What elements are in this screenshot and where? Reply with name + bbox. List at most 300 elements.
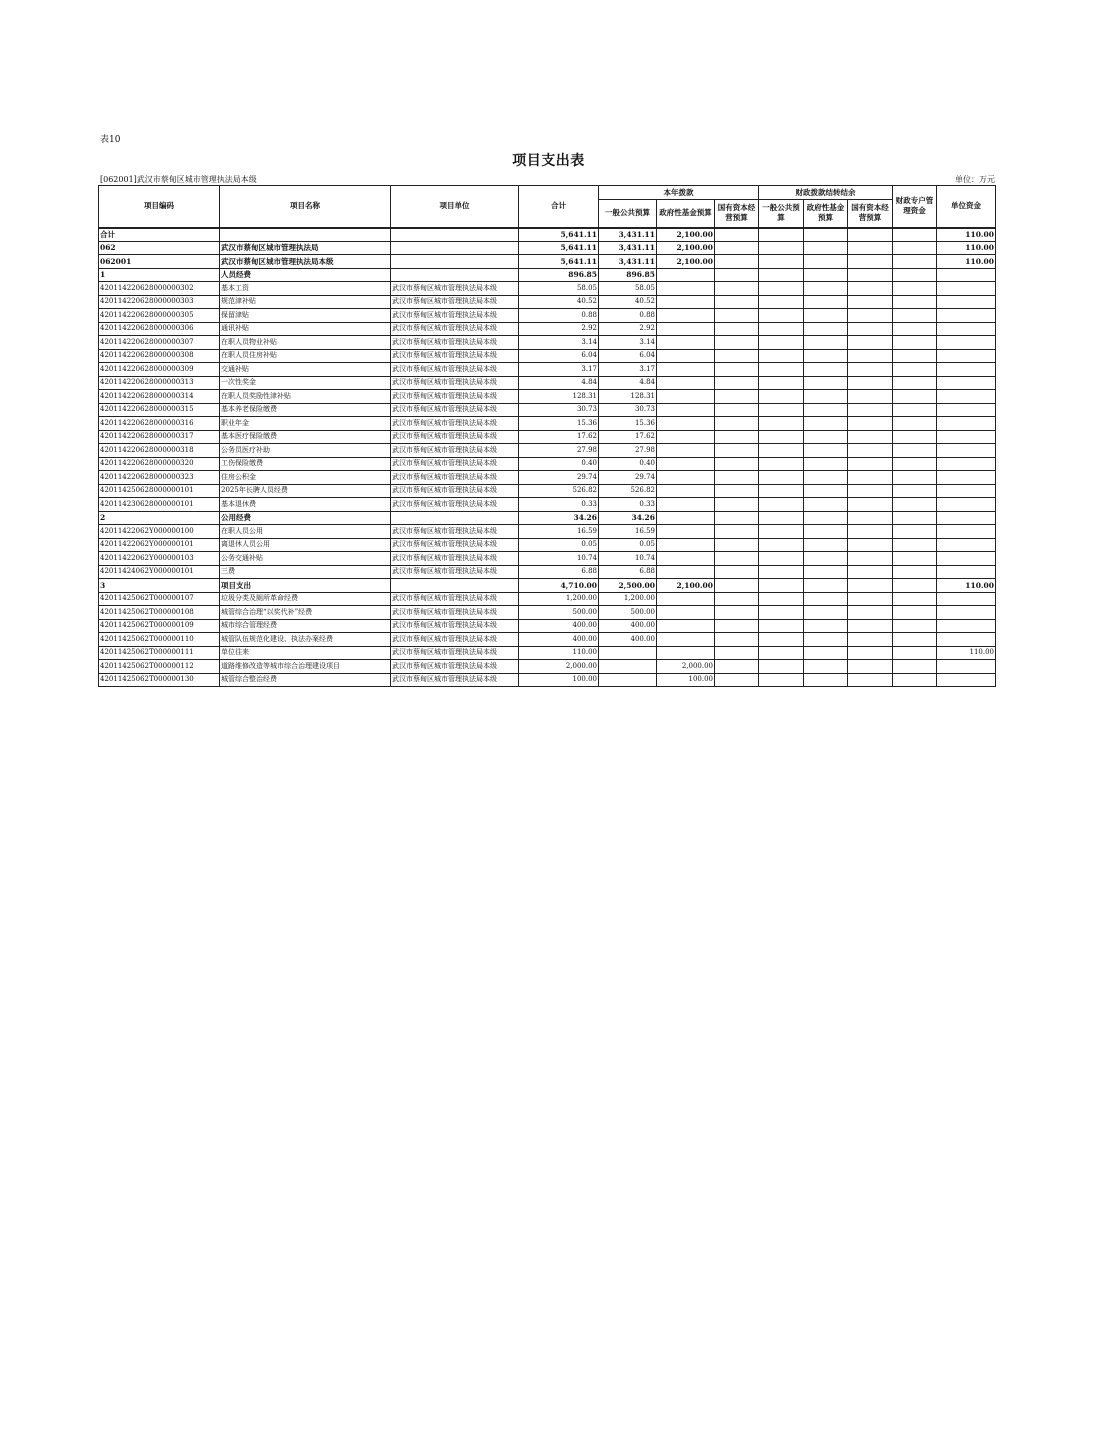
cell-name: 一次性奖金 xyxy=(220,376,391,390)
header-group-carry: 财政拨款结转结余 xyxy=(759,186,893,200)
cell-state-capital xyxy=(715,282,759,296)
cell-cg xyxy=(759,619,804,633)
cell-state-capital xyxy=(715,673,759,687)
cell-special xyxy=(893,336,937,350)
cell-special xyxy=(893,471,937,485)
cell-gov-fund: 100.00 xyxy=(657,673,715,687)
cell-gov-fund xyxy=(657,633,715,647)
cell-cf xyxy=(804,295,848,309)
cell-cs xyxy=(848,241,893,255)
table-row xyxy=(99,646,996,660)
cell-special xyxy=(893,606,937,620)
cell-state-capital xyxy=(715,403,759,417)
cell-general: 400.00 xyxy=(599,633,657,647)
cell-general: 3,431.11 xyxy=(599,255,657,269)
cell-total: 29.74 xyxy=(519,471,599,485)
cell-name: 2025年长聘人员经费 xyxy=(220,484,391,498)
cell-cf xyxy=(804,633,848,647)
cell-code: 420114220628000000320 xyxy=(99,457,220,471)
cell-total: 526.82 xyxy=(519,484,599,498)
cell-total: 400.00 xyxy=(519,633,599,647)
cell-own xyxy=(937,673,996,687)
table-row xyxy=(99,633,996,647)
cell-cf xyxy=(804,241,848,255)
cell-cf xyxy=(804,309,848,323)
cell-gov-fund xyxy=(657,376,715,390)
cell-code: 420114230628000000101 xyxy=(99,498,220,512)
cell-own xyxy=(937,403,996,417)
cell-name: 在职人员奖励性津补贴 xyxy=(220,390,391,404)
cell-name: 武汉市蔡甸区城市管理执法局本级 xyxy=(220,255,391,269)
cell-total: 0.33 xyxy=(519,498,599,512)
cell-name: 住房公积金 xyxy=(220,471,391,485)
cell-cf xyxy=(804,673,848,687)
table-row xyxy=(99,484,996,498)
cell-cg xyxy=(759,390,804,404)
cell-unit: 武汉市蔡甸区城市管理执法局本级 xyxy=(391,525,519,539)
table-row xyxy=(99,282,996,296)
cell-name: 职业年金 xyxy=(220,417,391,431)
cell-code: 420114220628000000315 xyxy=(99,403,220,417)
cell-code: 420114220628000000314 xyxy=(99,390,220,404)
table-row xyxy=(99,552,996,566)
cell-code: 420114220628000000306 xyxy=(99,322,220,336)
cell-special xyxy=(893,511,937,525)
header-special: 财政专户管理资金 xyxy=(893,186,937,228)
cell-gov-fund xyxy=(657,592,715,606)
cell-special xyxy=(893,660,937,674)
cell-gov-fund: 2,100.00 xyxy=(657,255,715,269)
cell-general: 40.52 xyxy=(599,295,657,309)
cell-total: 30.73 xyxy=(519,403,599,417)
cell-total: 15.36 xyxy=(519,417,599,431)
cell-state-capital xyxy=(715,363,759,377)
table-row xyxy=(99,525,996,539)
cell-cg xyxy=(759,592,804,606)
cell-cf xyxy=(804,403,848,417)
cell-unit: 武汉市蔡甸区城市管理执法局本级 xyxy=(391,538,519,552)
cell-unit: 武汉市蔡甸区城市管理执法局本级 xyxy=(391,633,519,647)
table-row xyxy=(99,498,996,512)
cell-cg xyxy=(759,673,804,687)
cell-cg xyxy=(759,430,804,444)
cell-gov-fund xyxy=(657,363,715,377)
cell-cg xyxy=(759,417,804,431)
table-row xyxy=(99,295,996,309)
cell-gov-fund xyxy=(657,309,715,323)
cell-name: 离退休人员公用 xyxy=(220,538,391,552)
cell-cg xyxy=(759,309,804,323)
cell-unit: 武汉市蔡甸区城市管理执法局本级 xyxy=(391,592,519,606)
cell-cg xyxy=(759,268,804,282)
cell-state-capital xyxy=(715,511,759,525)
cell-cs xyxy=(848,457,893,471)
cell-code: 42011422062Y000000100 xyxy=(99,525,220,539)
cell-cs xyxy=(848,619,893,633)
table-row xyxy=(99,309,996,323)
cell-cg xyxy=(759,633,804,647)
cell-own xyxy=(937,484,996,498)
cell-unit: 武汉市蔡甸区城市管理执法局本级 xyxy=(391,376,519,390)
cell-unit: 武汉市蔡甸区城市管理执法局本级 xyxy=(391,646,519,660)
cell-state-capital xyxy=(715,295,759,309)
cell-cs xyxy=(848,444,893,458)
cell-cs xyxy=(848,633,893,647)
cell-state-capital xyxy=(715,390,759,404)
cell-cg xyxy=(759,565,804,579)
cell-state-capital xyxy=(715,376,759,390)
cell-name: 保留津贴 xyxy=(220,309,391,323)
cell-total: 17.62 xyxy=(519,430,599,444)
cell-unit xyxy=(391,268,519,282)
cell-unit: 武汉市蔡甸区城市管理执法局本级 xyxy=(391,457,519,471)
cell-code: 420114220628000000309 xyxy=(99,363,220,377)
cell-cg xyxy=(759,538,804,552)
cell-cs xyxy=(848,538,893,552)
cell-cg xyxy=(759,471,804,485)
cell-cs xyxy=(848,660,893,674)
cell-state-capital xyxy=(715,525,759,539)
table-row xyxy=(99,444,996,458)
header-total: 合计 xyxy=(519,186,599,228)
cell-name: 公务交通补贴 xyxy=(220,552,391,566)
cell-total: 10.74 xyxy=(519,552,599,566)
cell-general: 6.88 xyxy=(599,565,657,579)
cell-code: 420114220628000000323 xyxy=(99,471,220,485)
cell-code: 42011425062T000000111 xyxy=(99,646,220,660)
table-row xyxy=(99,471,996,485)
cell-special xyxy=(893,565,937,579)
cell-cs xyxy=(848,511,893,525)
cell-own: 110.00 xyxy=(937,228,996,242)
cell-state-capital xyxy=(715,349,759,363)
table-row xyxy=(99,430,996,444)
table-row xyxy=(99,511,996,525)
cell-gov-fund xyxy=(657,552,715,566)
cell-cf xyxy=(804,282,848,296)
cell-name: 交通补贴 xyxy=(220,363,391,377)
cell-own xyxy=(937,430,996,444)
cell-name: 公务员医疗补助 xyxy=(220,444,391,458)
cell-cs xyxy=(848,403,893,417)
cell-total: 2.92 xyxy=(519,322,599,336)
cell-gov-fund xyxy=(657,498,715,512)
cell-cg xyxy=(759,498,804,512)
cell-cg xyxy=(759,646,804,660)
cell-unit: 武汉市蔡甸区城市管理执法局本级 xyxy=(391,552,519,566)
cell-special xyxy=(893,322,937,336)
table-row xyxy=(99,255,996,269)
cell-own: 110.00 xyxy=(937,579,996,593)
cell-gov-fund: 2,100.00 xyxy=(657,241,715,255)
cell-own xyxy=(937,363,996,377)
cell-general: 128.31 xyxy=(599,390,657,404)
cell-unit xyxy=(391,228,519,242)
cell-cs xyxy=(848,376,893,390)
cell-own xyxy=(937,309,996,323)
cell-cf xyxy=(804,579,848,593)
cell-code: 420114220628000000308 xyxy=(99,349,220,363)
cell-special xyxy=(893,228,937,242)
cell-unit: 武汉市蔡甸区城市管理执法局本级 xyxy=(391,565,519,579)
cell-cg xyxy=(759,457,804,471)
cell-total: 3.17 xyxy=(519,363,599,377)
cell-special xyxy=(893,282,937,296)
cell-own xyxy=(937,525,996,539)
table-row xyxy=(99,457,996,471)
cell-state-capital xyxy=(715,579,759,593)
header-carry-state-capital: 国有资本经营预算 xyxy=(848,200,893,228)
cell-cs xyxy=(848,363,893,377)
cell-code: 420114220628000000317 xyxy=(99,430,220,444)
cell-code: 42011425062T000000107 xyxy=(99,592,220,606)
cell-own xyxy=(937,565,996,579)
header-carry-gov-fund: 政府性基金预算 xyxy=(804,200,848,228)
cell-cf xyxy=(804,255,848,269)
cell-general: 3.17 xyxy=(599,363,657,377)
cell-unit: 武汉市蔡甸区城市管理执法局本级 xyxy=(391,606,519,620)
cell-cs xyxy=(848,349,893,363)
cell-total: 0.88 xyxy=(519,309,599,323)
cell-gov-fund xyxy=(657,565,715,579)
cell-own xyxy=(937,471,996,485)
cell-cf xyxy=(804,511,848,525)
cell-general: 0.33 xyxy=(599,498,657,512)
cell-general xyxy=(599,646,657,660)
cell-code: 42011425062T000000110 xyxy=(99,633,220,647)
cell-special xyxy=(893,633,937,647)
cell-code: 420114220628000000303 xyxy=(99,295,220,309)
cell-own xyxy=(937,511,996,525)
cell-cs xyxy=(848,579,893,593)
cell-total: 2,000.00 xyxy=(519,660,599,674)
cell-code: 1 xyxy=(99,268,220,282)
cell-general: 6.04 xyxy=(599,349,657,363)
cell-unit xyxy=(391,241,519,255)
cell-name: 基本工资 xyxy=(220,282,391,296)
cell-cs xyxy=(848,282,893,296)
cell-own: 110.00 xyxy=(937,255,996,269)
cell-gov-fund xyxy=(657,430,715,444)
cell-cf xyxy=(804,322,848,336)
cell-special xyxy=(893,417,937,431)
cell-code: 42011422062Y000000103 xyxy=(99,552,220,566)
cell-cg xyxy=(759,336,804,350)
cell-cf xyxy=(804,336,848,350)
cell-cf xyxy=(804,660,848,674)
cell-code: 42011425062T000000108 xyxy=(99,606,220,620)
cell-own xyxy=(937,322,996,336)
cell-code: 420114220628000000318 xyxy=(99,444,220,458)
cell-general: 400.00 xyxy=(599,619,657,633)
header-state-capital: 国有资本经营预算 xyxy=(715,200,759,228)
cell-cs xyxy=(848,471,893,485)
cell-general: 0.05 xyxy=(599,538,657,552)
cell-cs xyxy=(848,673,893,687)
cell-special xyxy=(893,390,937,404)
cell-name: 单位往来 xyxy=(220,646,391,660)
cell-name: 城管队伍规范化建设、执法办案经费 xyxy=(220,633,391,647)
cell-gov-fund xyxy=(657,484,715,498)
table-row xyxy=(99,565,996,579)
cell-gov-fund xyxy=(657,417,715,431)
cell-name: 武汉市蔡甸区城市管理执法局 xyxy=(220,241,391,255)
header-unit: 项目单位 xyxy=(391,186,519,228)
table-row xyxy=(99,390,996,404)
cell-name: 垃圾分类及厕所革命经费 xyxy=(220,592,391,606)
cell-gov-fund xyxy=(657,457,715,471)
cell-own xyxy=(937,390,996,404)
cell-total: 500.00 xyxy=(519,606,599,620)
cell-name: 基本退休费 xyxy=(220,498,391,512)
cell-total: 110.00 xyxy=(519,646,599,660)
cell-state-capital xyxy=(715,241,759,255)
cell-own xyxy=(937,633,996,647)
cell-name: 基本医疗保险缴费 xyxy=(220,430,391,444)
cell-general: 1,200.00 xyxy=(599,592,657,606)
table-row xyxy=(99,660,996,674)
cell-cg xyxy=(759,444,804,458)
cell-own xyxy=(937,538,996,552)
cell-total: 34.26 xyxy=(519,511,599,525)
cell-state-capital xyxy=(715,444,759,458)
cell-state-capital xyxy=(715,471,759,485)
cell-special xyxy=(893,241,937,255)
cell-cg xyxy=(759,295,804,309)
cell-cf xyxy=(804,457,848,471)
cell-cs xyxy=(848,417,893,431)
cell-gov-fund xyxy=(657,444,715,458)
cell-special xyxy=(893,646,937,660)
cell-total: 5,641.11 xyxy=(519,255,599,269)
cell-cf xyxy=(804,646,848,660)
cell-total: 3.14 xyxy=(519,336,599,350)
cell-general: 15.36 xyxy=(599,417,657,431)
cell-general: 16.59 xyxy=(599,525,657,539)
header-name: 项目名称 xyxy=(220,186,391,228)
cell-state-capital xyxy=(715,592,759,606)
cell-state-capital xyxy=(715,538,759,552)
cell-cf xyxy=(804,268,848,282)
cell-cf xyxy=(804,376,848,390)
cell-special xyxy=(893,363,937,377)
cell-state-capital xyxy=(715,457,759,471)
cell-special xyxy=(893,349,937,363)
cell-special xyxy=(893,619,937,633)
cell-state-capital xyxy=(715,336,759,350)
cell-total: 5,641.11 xyxy=(519,228,599,242)
cell-cg xyxy=(759,376,804,390)
cell-code: 420114220628000000302 xyxy=(99,282,220,296)
cell-unit xyxy=(391,511,519,525)
cell-own xyxy=(937,444,996,458)
cell-cs xyxy=(848,484,893,498)
table-row xyxy=(99,619,996,633)
cell-own xyxy=(937,349,996,363)
table-row xyxy=(99,417,996,431)
cell-special xyxy=(893,444,937,458)
cell-special xyxy=(893,376,937,390)
cell-code: 合计 xyxy=(99,228,220,242)
cell-cg xyxy=(759,579,804,593)
cell-unit: 武汉市蔡甸区城市管理执法局本级 xyxy=(391,471,519,485)
cell-general: 34.26 xyxy=(599,511,657,525)
table-row xyxy=(99,228,996,242)
table-row xyxy=(99,579,996,593)
cell-special xyxy=(893,552,937,566)
cell-name: 三费 xyxy=(220,565,391,579)
cell-cf xyxy=(804,444,848,458)
table-row xyxy=(99,363,996,377)
cell-total: 5,641.11 xyxy=(519,241,599,255)
cell-own xyxy=(937,592,996,606)
cell-special xyxy=(893,498,937,512)
cell-cg xyxy=(759,552,804,566)
cell-state-capital xyxy=(715,619,759,633)
header-group-current: 本年拨款 xyxy=(599,186,759,200)
cell-gov-fund: 2,100.00 xyxy=(657,228,715,242)
cell-cf xyxy=(804,484,848,498)
cell-state-capital xyxy=(715,565,759,579)
cell-general: 0.40 xyxy=(599,457,657,471)
unit-name-label: [062001]武汉市蔡甸区城市管理执法局本级 xyxy=(100,175,257,184)
cell-general: 526.82 xyxy=(599,484,657,498)
cell-unit: 武汉市蔡甸区城市管理执法局本级 xyxy=(391,619,519,633)
cell-general: 30.73 xyxy=(599,403,657,417)
cell-cg xyxy=(759,241,804,255)
cell-cs xyxy=(848,336,893,350)
cell-gov-fund xyxy=(657,282,715,296)
cell-unit xyxy=(391,255,519,269)
cell-name: 公用经费 xyxy=(220,511,391,525)
cell-gov-fund xyxy=(657,471,715,485)
cell-code: 42011425062T000000109 xyxy=(99,619,220,633)
cell-unit: 武汉市蔡甸区城市管理执法局本级 xyxy=(391,390,519,404)
cell-unit: 武汉市蔡甸区城市管理执法局本级 xyxy=(391,363,519,377)
cell-cf xyxy=(804,606,848,620)
table-row xyxy=(99,241,996,255)
cell-cg xyxy=(759,349,804,363)
cell-total: 58.05 xyxy=(519,282,599,296)
cell-code: 420114220628000000313 xyxy=(99,376,220,390)
cell-gov-fund xyxy=(657,268,715,282)
cell-cf xyxy=(804,471,848,485)
cell-special xyxy=(893,309,937,323)
cell-gov-fund xyxy=(657,606,715,620)
cell-cf xyxy=(804,592,848,606)
cell-total: 40.52 xyxy=(519,295,599,309)
cell-cs xyxy=(848,552,893,566)
cell-cs xyxy=(848,309,893,323)
table-row xyxy=(99,322,996,336)
cell-cg xyxy=(759,282,804,296)
cell-state-capital xyxy=(715,633,759,647)
cell-cg xyxy=(759,660,804,674)
cell-state-capital xyxy=(715,417,759,431)
cell-total: 16.59 xyxy=(519,525,599,539)
cell-unit: 武汉市蔡甸区城市管理执法局本级 xyxy=(391,309,519,323)
cell-state-capital xyxy=(715,430,759,444)
cell-general: 0.88 xyxy=(599,309,657,323)
cell-gov-fund xyxy=(657,349,715,363)
cell-general: 29.74 xyxy=(599,471,657,485)
cell-code: 42011424062Y000000101 xyxy=(99,565,220,579)
cell-own: 110.00 xyxy=(937,646,996,660)
cell-general xyxy=(599,673,657,687)
cell-special xyxy=(893,295,937,309)
cell-own xyxy=(937,457,996,471)
cell-code: 062 xyxy=(99,241,220,255)
